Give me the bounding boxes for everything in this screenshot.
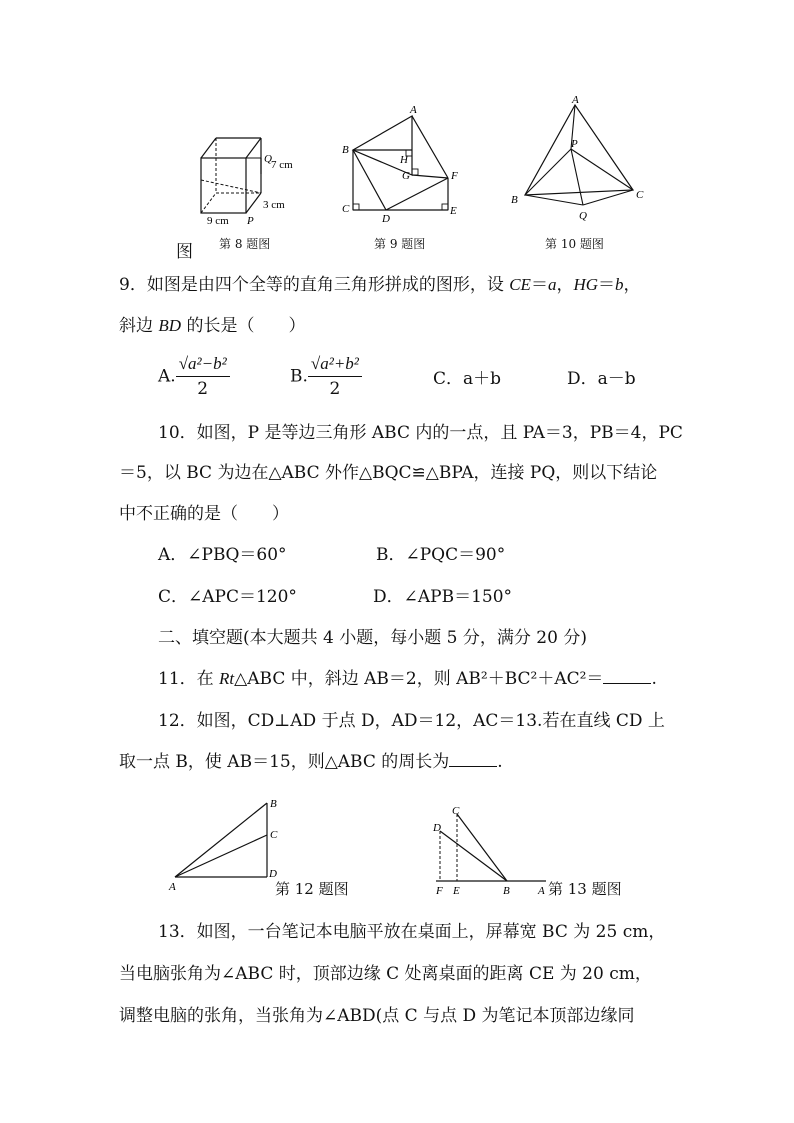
q9-line1 <box>119 273 641 297</box>
fig10-label-a: A <box>572 95 579 106</box>
q9-option-b <box>290 352 362 401</box>
fig8-label-3cm: 3 cm <box>263 199 285 211</box>
q9-line2-post: 的长是（ ） <box>181 316 306 336</box>
fig12-label-c: C <box>270 829 278 841</box>
fig10-caption: 第 10 题图 <box>545 237 604 251</box>
fig9-label-d: D <box>382 213 390 224</box>
q9-end: ， <box>623 275 641 295</box>
fig8-caption: 第 8 题图 <box>219 237 271 251</box>
q11-rt: Rt <box>219 669 235 688</box>
q9-ce: CE <box>509 275 531 294</box>
q9-option-d: D．a－b <box>567 369 636 389</box>
q10-line3: 中不正确的是（ ） <box>119 504 289 524</box>
fig9-caption: 第 9 题图 <box>374 237 426 251</box>
fig9-label-f: F <box>451 170 458 182</box>
q10-line2: ＝5，以 BC 为边在△ABC 外作△BQC≌△BPA，连接 PQ，则以下结论 <box>119 463 658 483</box>
fig12-label-d: D <box>269 868 277 880</box>
q11-line <box>158 667 657 691</box>
fig10-label-b: B <box>511 194 518 206</box>
fig9-label-e: E <box>450 205 457 217</box>
section-2-heading: 二、填空题(本大题共 4 小题，每小题 5 分，满分 20 分) <box>158 628 587 648</box>
fig13-label-e: E <box>453 885 460 897</box>
q9-hg: HG <box>573 275 599 294</box>
q13-line1: 13．如图，一台笔记本电脑平放在桌面上，屏幕宽 BC 为 25 cm， <box>158 922 666 942</box>
q10-line1: 10．如图，P 是等边三角形 ABC 内的一点，且 PA＝3，PB＝4，PC <box>158 423 683 443</box>
q12-line2-pre: 取一点 B，使 AB＝15，则△ABC 的周长为 <box>119 752 450 772</box>
fig9-label-c: C <box>342 203 350 215</box>
q13-line3: 调整电脑的张角，当张角为∠ABD(点 C 与点 D 为笔记本顶部边缘同 <box>119 1006 635 1026</box>
q9-opt-a-label: A. <box>158 366 176 387</box>
q9-opt-b-label: B. <box>290 366 308 387</box>
q12-line2 <box>119 750 503 774</box>
fig10-label-c: C <box>636 189 644 201</box>
fig8-label-7cm: 7 cm <box>271 159 293 171</box>
q9-opt-b-num: √a²+b² <box>308 352 362 377</box>
fig12-label-a: A <box>169 881 176 893</box>
fig9-label-h: H <box>400 154 408 166</box>
fig9-label-b: B <box>342 144 349 156</box>
figure-8-cuboid <box>185 120 305 230</box>
fig8-label-p: P <box>247 215 254 227</box>
fig10-label-p: P <box>571 138 578 150</box>
q13-line2: 当电脑张角为∠ABC 时，顶部边缘 C 处离桌面的距离 CE 为 20 cm， <box>119 964 652 984</box>
figure-12-triangle <box>165 793 285 893</box>
q9-sep: ， <box>556 275 574 295</box>
q9-line2 <box>119 314 305 338</box>
fig8-label-9cm: 9 cm <box>207 215 229 227</box>
fig13-label-b: B <box>503 885 510 897</box>
q9-opt-a-fraction <box>176 352 230 401</box>
q10-option-b: B．∠PQC＝90° <box>376 545 506 565</box>
fig8-label-q: Q <box>264 153 272 165</box>
figure-10-equilateral <box>505 95 650 225</box>
q9-eq-b: ＝ <box>598 275 616 295</box>
figure-13-laptop <box>428 800 558 900</box>
fig9-label-a: A <box>410 104 417 116</box>
q10-option-c: C．∠APC＝120° <box>158 587 297 607</box>
q9-bd: BD <box>158 316 182 335</box>
q9-opt-a-num: √a²−b² <box>176 352 230 377</box>
q9-option-a <box>158 352 230 401</box>
q9-line2-pre: 斜边 <box>119 316 159 336</box>
q11-answer-blank[interactable] <box>603 667 651 684</box>
q12-line2-post: . <box>497 752 503 772</box>
q9-option-c: C．a＋b <box>433 369 502 389</box>
q11-mid: △ABC 中，斜边 AB＝2，则 AB²＋BC²＋AC²＝ <box>234 669 604 689</box>
q11-post: . <box>651 669 657 689</box>
fig12-label-b: B <box>270 798 277 810</box>
q9-a: a <box>547 275 557 294</box>
q10-option-d: D．∠APB＝150° <box>373 587 513 607</box>
q11-pre: 11．在 <box>158 669 220 689</box>
fig13-label-a: A <box>538 885 545 897</box>
q9-eq-a: ＝ <box>530 275 548 295</box>
fig10-label-q: Q <box>579 210 587 222</box>
q9-opt-a-den: 2 <box>197 379 209 399</box>
q12-line1: 12．如图，CD⊥AD 于点 D，AD＝12，AC＝13.若在直线 CD 上 <box>158 711 665 731</box>
q10-option-a: A．∠PBQ＝60° <box>158 545 287 565</box>
fig8-stray-char: 图 <box>176 242 193 262</box>
fig13-label-c: C <box>452 805 460 817</box>
q12-answer-blank[interactable] <box>449 750 497 767</box>
q9-b: b <box>615 275 624 294</box>
fig13-label-f: F <box>436 885 443 897</box>
fig13-caption: 第 13 题图 <box>548 880 622 898</box>
fig13-label-d: D <box>433 822 441 834</box>
q9-opt-b-fraction <box>308 352 362 401</box>
q9-opt-b-den: 2 <box>329 379 341 399</box>
q9-line1-text: 9．如图是由四个全等的直角三角形拼成的图形，设 <box>119 275 510 295</box>
fig12-caption: 第 12 题图 <box>275 880 349 898</box>
fig9-label-g: G <box>402 170 410 182</box>
figure-9-right-triangles <box>338 100 468 224</box>
